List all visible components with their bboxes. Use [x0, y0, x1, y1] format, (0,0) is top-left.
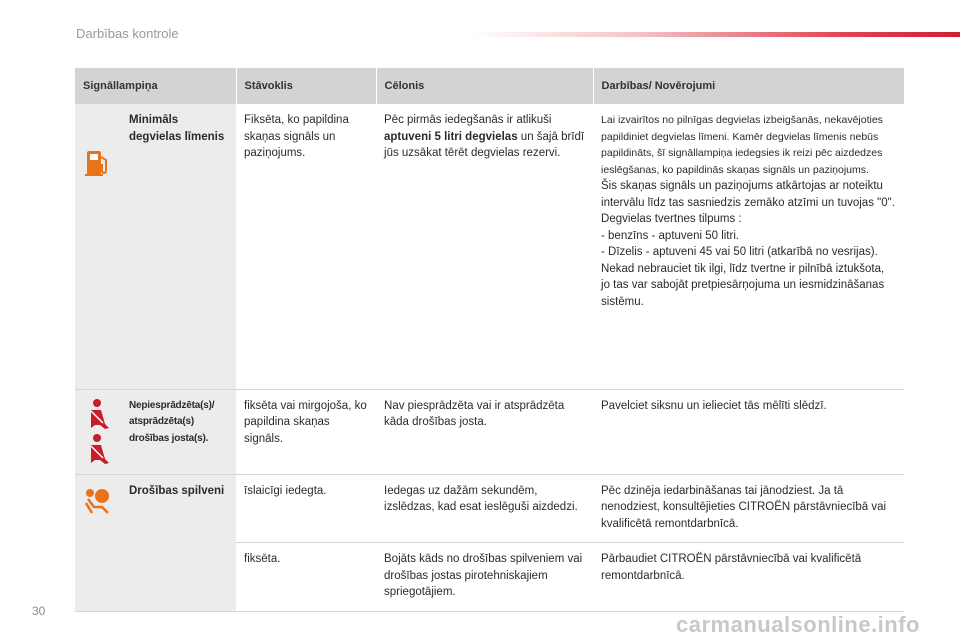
fuel-cause-bold: aptuveni 5 litri degvielas [384, 130, 518, 143]
fuel-pump-icon [83, 148, 113, 178]
airbag-cause-2: Bojāts kāds no drošības spilveniem vai drošības jostas pirotehniskajiem spriegotājiem. [376, 543, 593, 612]
header-decoration-bar [470, 32, 960, 37]
fuel-action-5: Nekad nebrauciet tik ilgi, līdz tvertne ir pilnībā iztukšota, jo tas var sabojāt pretpiesārņojuma un iesmidzināšanas sistēmu. [601, 262, 885, 308]
seatbelt-icon-cell [75, 389, 121, 474]
fuel-cause-pre: Pēc pirmās iedegšanās ir atlikuši [384, 114, 552, 126]
fuel-action [593, 104, 904, 389]
seatbelt-warning-icon [83, 398, 113, 466]
page-header-title: Darbības kontrole [76, 26, 179, 41]
seatbelt-state: fiksēta vai mirgojoša, ko papildina skaņas signāls. [236, 389, 376, 474]
fuel-action-small: Lai izvairītos no pilnīgas degvielas izbeigšanās, nekavējoties papildiniet degvielas līmeni. Kamēr degvielas līmenis nebūs papildināts, šī signāllampiņa iedegsies ik reizi pēc aizdedzes ieslēgšanas, ko papildinās skaņas signāls un paziņojums. [601, 114, 883, 176]
seatbelt-signal-name: Nepiesprādzēta(s)/ atsprādzēta(s) drošības josta(s). [121, 389, 236, 474]
fuel-action-3: - benzīns - aptuveni 50 litri. [601, 229, 740, 242]
fuel-cause-post: un šajā brīdī jūs uzsākat tērēt degvielas rezervi. [384, 130, 585, 159]
fuel-cause [376, 104, 593, 389]
fuel-state: Fiksēta, ko papildina skaņas signāls un paziņojums. [236, 104, 376, 389]
column-header-cause: Cēlonis [376, 68, 593, 104]
airbag-state-2: fiksēta. [236, 543, 376, 612]
table-row-fuel [75, 104, 904, 389]
airbag-state-1: īslaicīgi iedegta. [236, 474, 376, 543]
fuel-action-2: Degvielas tvertnes tilpums : [601, 213, 742, 225]
column-header-signal: Signāllampiņa [75, 68, 236, 104]
airbag-icon-cell [75, 474, 121, 611]
airbag-action-1: Pēc dzinēja iedarbināšanas tai jānodziest. Ja tā nenodziest, konsultējieties CITROËN pārstāvniecībā vai kvalificētā remontdarbnīcā. [593, 474, 904, 543]
airbag-action-2: Pārbaudiet CITROËN pārstāvniecībā vai kvalificētā remontdarbnīcā. [593, 543, 904, 612]
airbag-cause-1: Iedegas uz dažām sekundēm, izslēdzas, kad esat ieslēguši aizdedzi. [376, 474, 593, 543]
fuel-icon-cell [75, 104, 121, 389]
table-row-seatbelt [75, 389, 904, 474]
seatbelt-action: Pavelciet siksnu un ielieciet tās mēlīti slēdzī. [593, 389, 904, 474]
airbag-icon [82, 485, 114, 517]
page-number: 30 [32, 604, 46, 618]
column-header-state: Stāvoklis [236, 68, 376, 104]
column-header-action: Darbības/ Novērojumi [593, 68, 904, 104]
warning-lights-table [75, 68, 905, 612]
seatbelt-cause: Nav piesprādzēta vai ir atsprādzēta kāda drošības josta. [376, 389, 593, 474]
fuel-signal-name: Minimāls degvielas līmenis [121, 104, 236, 389]
fuel-action-1: Šis skaņas signāls un paziņojums atkārtojas ar noteiktu intervālu līdz tas sasniedzis zemāko atzīmi un tuvojas "0". [601, 180, 895, 209]
watermark: carmanualsonline.info [676, 612, 920, 637]
table-row-airbag-1 [75, 474, 904, 543]
fuel-action-4: - Dīzelis - aptuveni 45 vai 50 litri (atkarībā no vesrijas). [601, 246, 878, 258]
table-header-row [75, 68, 904, 104]
airbag-signal-name: Drošības spilveni [121, 474, 236, 611]
